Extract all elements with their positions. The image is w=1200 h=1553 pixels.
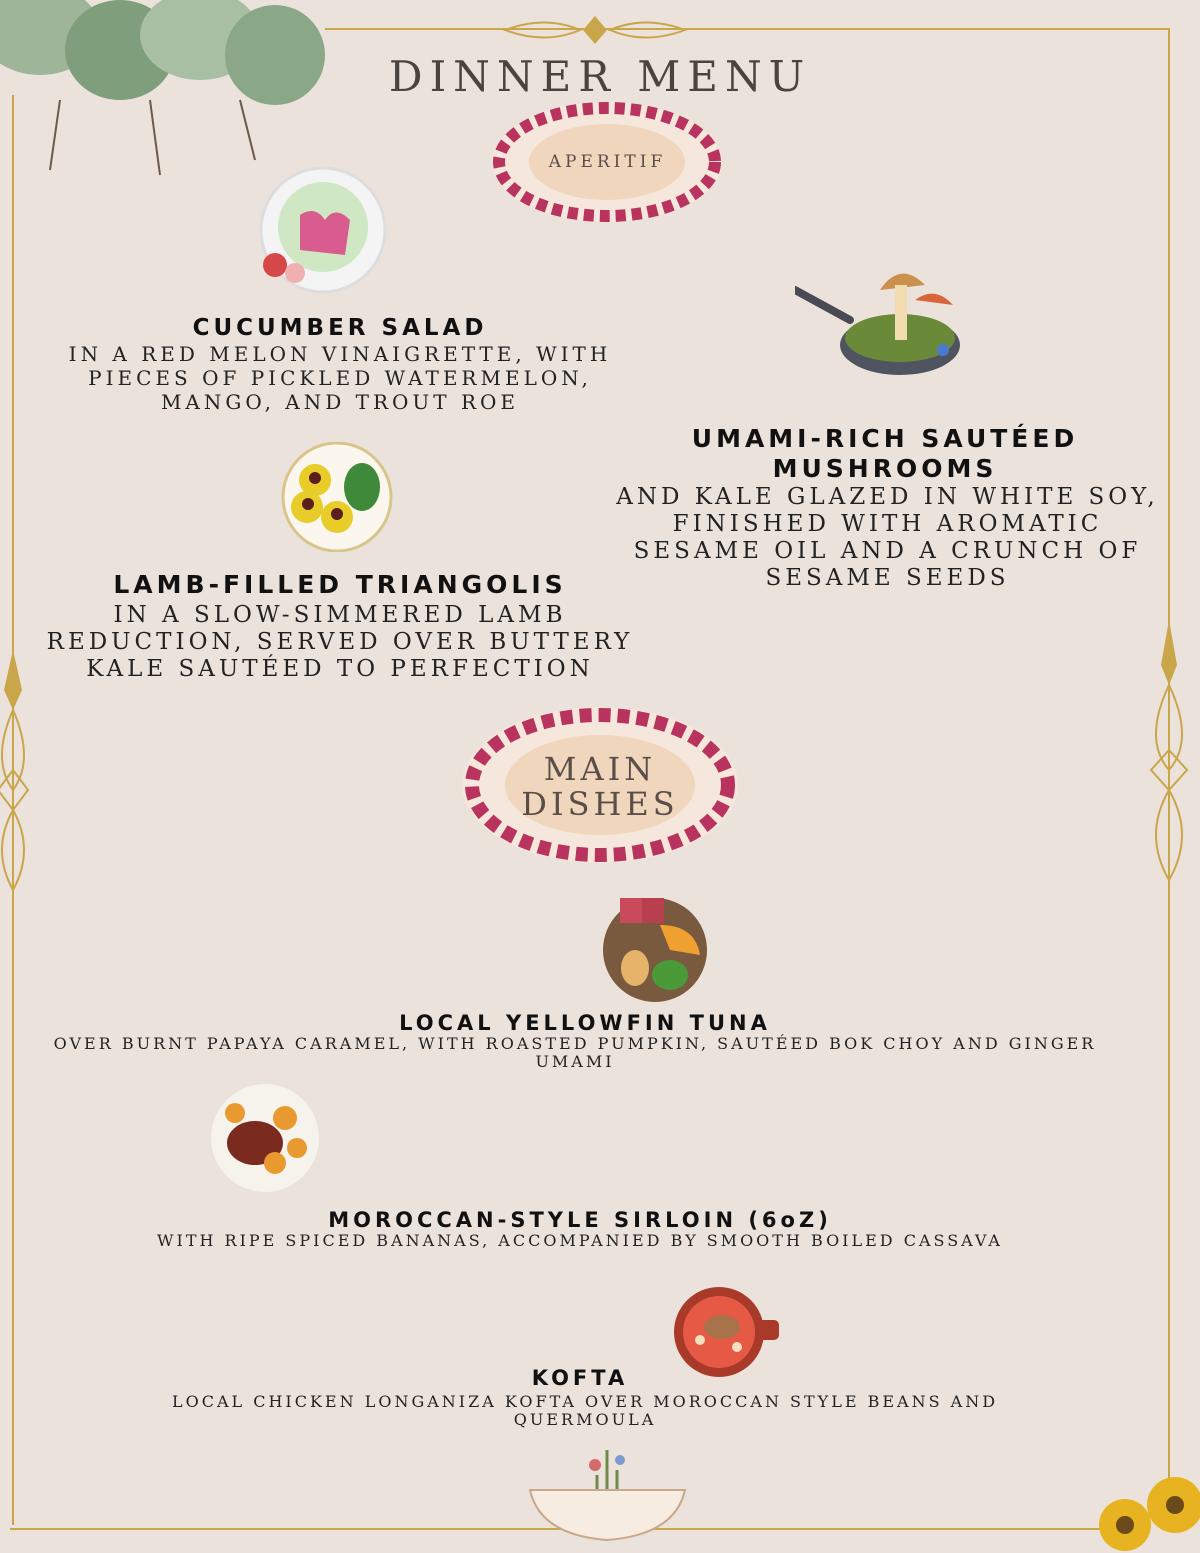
aperitif-badge xyxy=(490,100,725,225)
dish-desc-sirloin: WITH RIPE SPICED BANANAS, ACCOMPANIED BY SMOOTH BOILED CASSAVA xyxy=(157,1231,1003,1250)
dish-desc-tuna: OVER BURNT PAPAYA CARAMEL, WITH ROASTED PUMPKIN, SAUTÉED BOK CHOY AND GINGER UMAMI xyxy=(53,1034,1097,1071)
dish-desc-kofta: LOCAL CHICKEN LONGANIZA KOFTA OVER MOROCCAN STYLE BEANS AND QUERMOULA xyxy=(171,1392,999,1429)
dish-desc-triangolis: IN A SLOW-SIMMERED LAMB REDUCTION, SERVED OVER BUTTERY KALE SAUTÉED TO PERFECTION xyxy=(46,602,634,682)
aperitif-label: APERITIF xyxy=(548,152,667,172)
frame-top-line xyxy=(325,28,1170,30)
dish-name-kofta: KOFTA xyxy=(531,1366,629,1390)
sirloin-plate-icon xyxy=(205,1083,325,1193)
main-dishes-badge xyxy=(460,705,740,865)
dish-name-sirloin: MOROCCAN-STYLE SIRLOIN (6oZ) xyxy=(328,1208,832,1232)
yellow-flowers-icon xyxy=(1085,1475,1200,1553)
herb-bowl-icon xyxy=(525,1435,690,1545)
dish-name-mushrooms: UMAMI-RICH SAUTÉED MUSHROOMS xyxy=(691,424,1079,483)
mushroom-skillet-icon xyxy=(795,260,975,380)
dish-name-tuna: LOCAL YELLOWFIN TUNA xyxy=(399,1011,771,1035)
dish-name-cucumber-salad: CUCUMBER SALAD xyxy=(192,315,488,341)
dish-name-triangolis: LAMB-FILLED TRIANGOLIS xyxy=(113,570,567,599)
cucumber-salad-plate-icon xyxy=(255,165,390,295)
gold-ornament-right-icon xyxy=(1145,620,1195,900)
gold-ornament-top-icon xyxy=(495,10,695,50)
page-title: DINNER MENU xyxy=(388,52,812,101)
dish-desc-mushrooms: AND KALE GLAZED IN WHITE SOY, FINISHED WITH AROMATIC SESAME OIL AND A CRUNCH OF SESAME SEEDS xyxy=(616,484,1159,591)
triangolis-plate-icon xyxy=(280,442,395,552)
main-label-line2: DISHES xyxy=(521,785,679,823)
dish-desc-cucumber-salad: IN A RED MELON VINAIGRETTE, WITH PIECES OF PICKLED WATERMELON, MANGO, AND TROUT ROE xyxy=(68,342,612,414)
main-label-line1: MAIN xyxy=(543,750,657,788)
gold-ornament-left-icon xyxy=(0,650,40,910)
tuna-board-icon xyxy=(600,890,710,1005)
